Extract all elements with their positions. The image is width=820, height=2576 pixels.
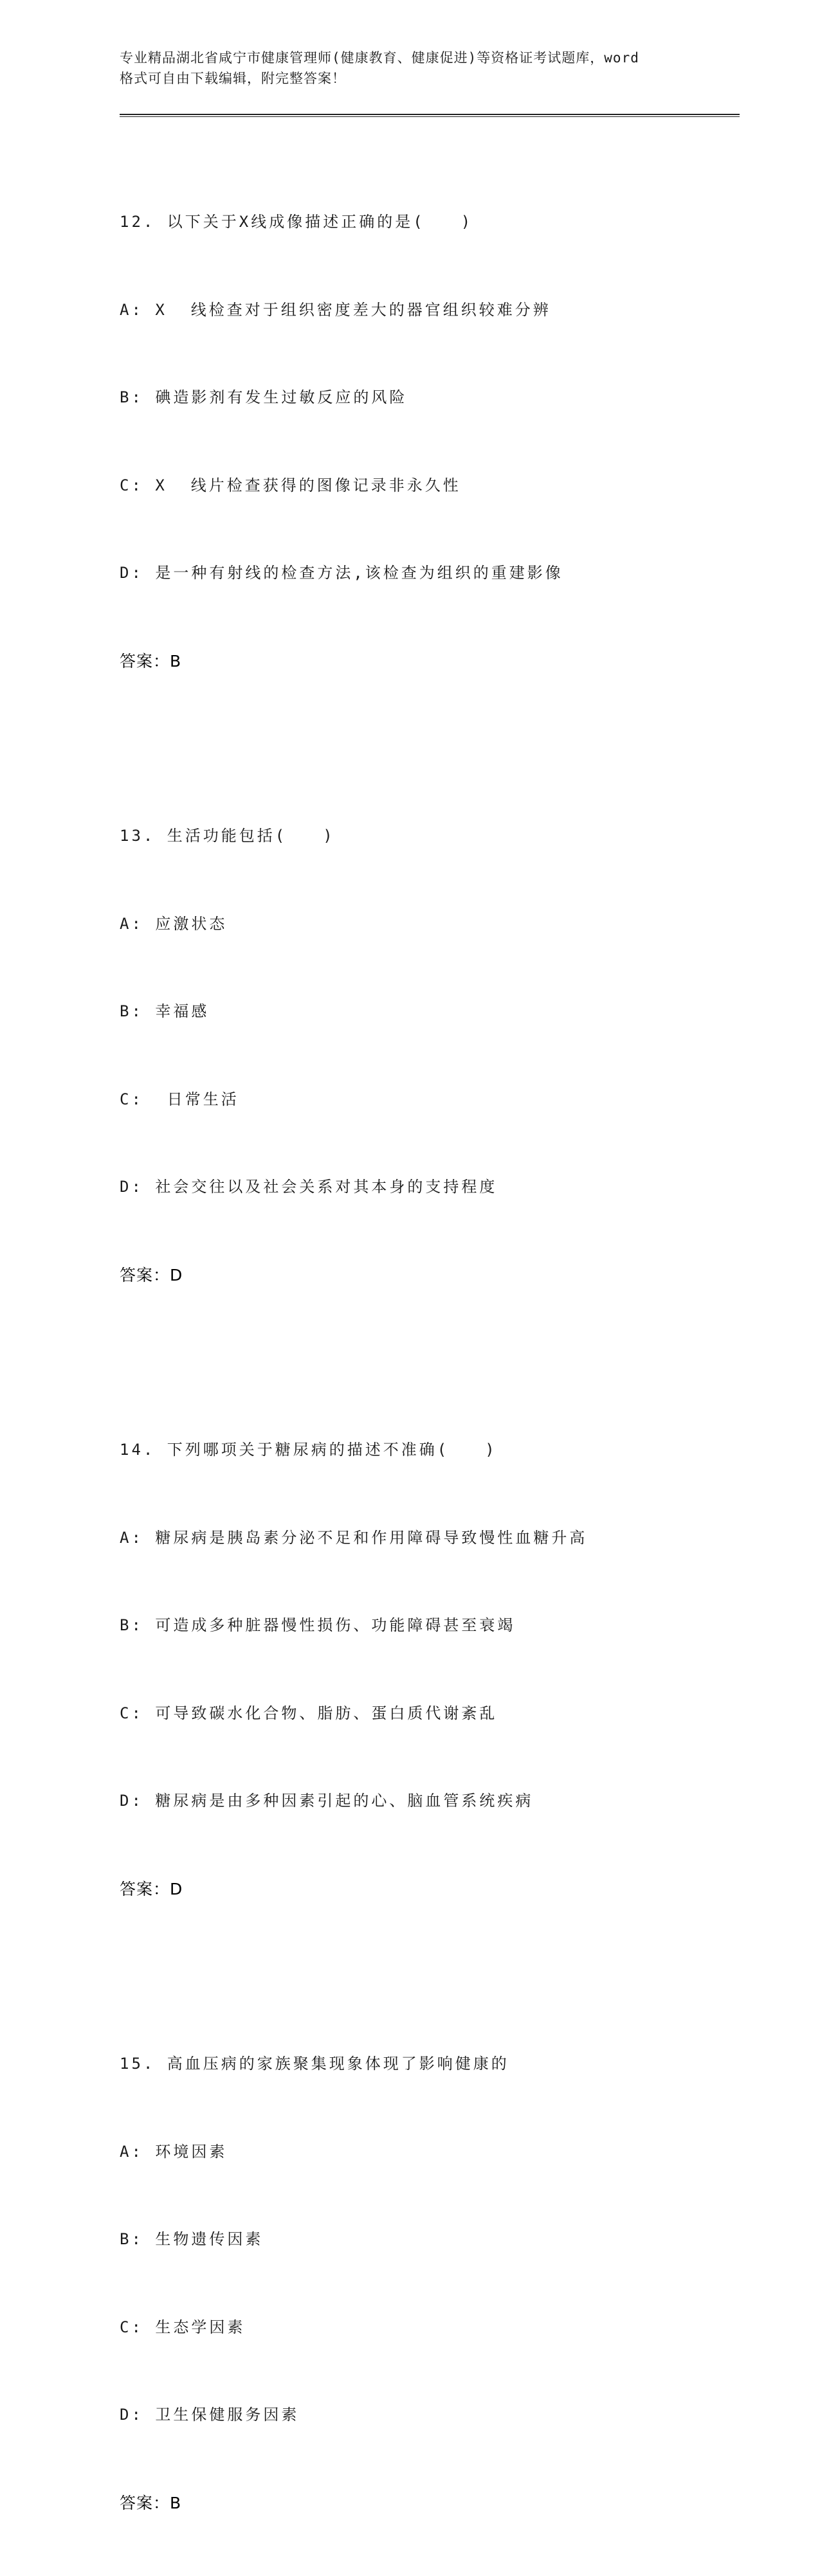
option-b: B: 幸福感 [120,1002,210,1020]
option-a: A: X 线检查对于组织密度差大的器官组织较难分辨 [120,300,551,319]
option-d: D: 卫生保健服务因素 [120,2406,300,2424]
answer: 答案：B [120,651,182,671]
option-c: C: 生态学因素 [120,2318,246,2336]
document-header [120,48,711,89]
option-d: D: 是一种有射线的检查方法,该检查为组织的重建影像 [120,564,563,582]
question-14 [120,1377,737,1962]
option-b: B: 生物遗传因素 [120,2230,264,2248]
question-13 [120,763,737,1348]
question-12 [120,149,737,734]
option-d: D: 社会交往以及社会关系对其本身的支持程度 [120,1178,498,1196]
question-stem: 15. 高血压病的家族聚集现象体现了影响健康的 [120,2055,509,2073]
question-stem: 13. 生活功能包括( ) [120,827,335,845]
option-c: C: 日常生活 [120,1090,239,1108]
question-stem: 12. 以下关于X线成像描述正确的是( ) [120,213,473,231]
option-c: C: X 线片检查获得的图像记录非永久性 [120,476,461,494]
header-divider-thick [120,114,740,115]
header-line-2: 格式可自由下载编辑，附完整答案！ [120,71,346,86]
option-b: B: 可造成多种脏器慢性损伤、功能障碍甚至衰竭 [120,1616,516,1634]
answer: 答案：B [120,2493,182,2512]
answer: 答案：D [120,1265,183,1284]
option-b: B: 碘造影剂有发生过敏反应的风险 [120,388,408,406]
option-a: A: 环境因素 [120,2142,228,2161]
option-c: C: 可导致碳水化合物、脂肪、蛋白质代谢紊乱 [120,1704,498,1722]
question-15 [120,1991,737,2576]
option-d: D: 糖尿病是由多种因素引起的心、脑血管系统疾病 [120,1792,534,1810]
question-list [120,149,737,2576]
header-divider-thin [120,116,740,117]
option-a: A: 应激状态 [120,914,228,933]
question-stem: 14. 下列哪项关于糖尿病的描述不准确( ) [120,1441,497,1459]
option-a: A: 糖尿病是胰岛素分泌不足和作用障碍导致慢性血糖升高 [120,1528,588,1547]
header-line-1: 专业精品湖北省咸宁市健康管理师(健康教育、健康促进)等资格证考试题库，word [120,50,639,66]
answer: 答案：D [120,1879,183,1898]
